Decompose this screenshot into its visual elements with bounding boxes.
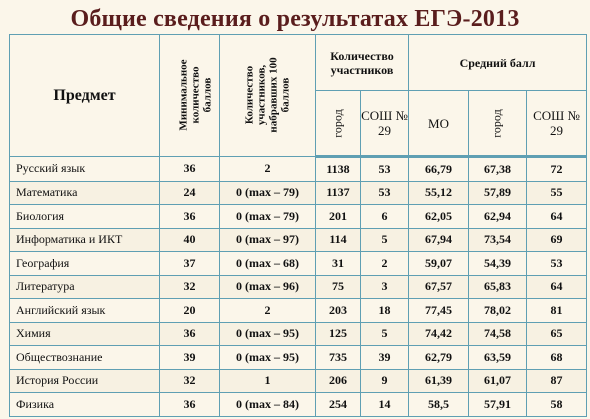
participants-school-cell: 39 xyxy=(361,346,409,370)
avg-mo-cell: 62,05 xyxy=(409,205,469,229)
avg-school-cell: 53 xyxy=(527,252,587,276)
participants-city-cell: 1138 xyxy=(316,157,361,182)
results-table xyxy=(9,34,587,417)
participants-city-cell: 75 xyxy=(316,275,361,299)
avg-city-cell: 54,39 xyxy=(469,252,527,276)
page-title: Общие сведения о результатах ЕГЭ-2013 xyxy=(70,6,520,32)
subject-cell: Биология xyxy=(10,205,160,229)
average-score-group-header: Средний балл xyxy=(409,35,587,91)
min-score-cell: 36 xyxy=(160,205,220,229)
participants-city-cell: 1137 xyxy=(316,181,361,205)
hundred-line-2: участников, xyxy=(255,64,268,125)
participants-city-header xyxy=(316,91,361,157)
avg-mo-cell: 58,5 xyxy=(409,393,469,417)
participants-city-label: город xyxy=(330,109,345,138)
avg-city-cell: 57,89 xyxy=(469,181,527,205)
hundred-cell: 0 (max – 97) xyxy=(220,228,316,252)
table-row xyxy=(10,393,587,417)
participants-school-cell: 6 xyxy=(361,205,409,229)
avg-city-cell: 62,94 xyxy=(469,205,527,229)
participants-school-cell: 53 xyxy=(361,181,409,205)
participants-city-cell: 125 xyxy=(316,322,361,346)
avg-school-cell: 81 xyxy=(527,299,587,323)
participants-city-cell: 206 xyxy=(316,369,361,393)
hundred-cell: 0 (max – 96) xyxy=(220,275,316,299)
table-row xyxy=(10,181,587,205)
hundred-cell: 0 (max – 79) xyxy=(220,205,316,229)
subject-cell: Физика xyxy=(10,393,160,417)
participants-city-cell: 735 xyxy=(316,346,361,370)
participants-school-cell: 14 xyxy=(361,393,409,417)
avg-school-cell: 58 xyxy=(527,393,587,417)
hundred-line-4: баллов xyxy=(279,77,292,112)
participants-school-cell: 53 xyxy=(361,157,409,182)
min-score-line-1: Минимальное xyxy=(177,58,190,131)
avg-mo-cell: 55,12 xyxy=(409,181,469,205)
min-score-cell: 36 xyxy=(160,322,220,346)
avg-mo-cell: 77,45 xyxy=(409,299,469,323)
subject-cell: Английский язык xyxy=(10,299,160,323)
avg-mo-header: МО xyxy=(409,91,469,157)
min-score-header-text xyxy=(178,59,214,130)
table-row xyxy=(10,299,587,323)
participants-school-cell: 3 xyxy=(361,275,409,299)
avg-city-cell: 63,59 xyxy=(469,346,527,370)
min-score-cell: 32 xyxy=(160,369,220,393)
avg-mo-cell: 61,39 xyxy=(409,369,469,393)
table-row xyxy=(10,205,587,229)
min-score-cell: 24 xyxy=(160,181,220,205)
hundred-cell: 0 (max – 79) xyxy=(220,181,316,205)
subject-cell: Математика xyxy=(10,181,160,205)
avg-city-cell: 73,54 xyxy=(469,228,527,252)
avg-city-cell: 61,07 xyxy=(469,369,527,393)
participants-school-cell: 5 xyxy=(361,322,409,346)
table-row xyxy=(10,228,587,252)
min-score-header xyxy=(160,35,220,157)
hundred-points-header xyxy=(220,35,316,157)
min-score-line-3: баллов xyxy=(201,77,214,112)
table-row xyxy=(10,369,587,393)
hundred-cell: 2 xyxy=(220,157,316,182)
avg-city-cell: 57,91 xyxy=(469,393,527,417)
subject-cell: Обществознание xyxy=(10,346,160,370)
hundred-line-3: набравших 100 xyxy=(267,56,280,133)
avg-school-cell: 64 xyxy=(527,205,587,229)
hundred-cell: 0 (max – 95) xyxy=(220,322,316,346)
subject-cell: География xyxy=(10,252,160,276)
avg-school-cell: 65 xyxy=(527,322,587,346)
avg-school-cell: 87 xyxy=(527,369,587,393)
participants-school-cell: 18 xyxy=(361,299,409,323)
min-score-cell: 40 xyxy=(160,228,220,252)
avg-school-cell: 55 xyxy=(527,181,587,205)
min-score-cell: 36 xyxy=(160,393,220,417)
table-row xyxy=(10,157,587,182)
min-score-line-2: количество xyxy=(189,66,202,123)
avg-mo-cell: 62,79 xyxy=(409,346,469,370)
avg-school-cell: 69 xyxy=(527,228,587,252)
table-row xyxy=(10,275,587,299)
table-row xyxy=(10,346,587,370)
subject-cell: Информатика и ИКТ xyxy=(10,228,160,252)
subject-header: Предмет xyxy=(10,35,160,157)
hundred-cell: 1 xyxy=(220,369,316,393)
avg-school-cell: 64 xyxy=(527,275,587,299)
hundred-cell: 0 (max – 84) xyxy=(220,393,316,417)
participants-school-cell: 9 xyxy=(361,369,409,393)
hundred-line-1: Количество xyxy=(243,65,256,124)
min-score-cell: 20 xyxy=(160,299,220,323)
participants-city-cell: 31 xyxy=(316,252,361,276)
subject-cell: Химия xyxy=(10,322,160,346)
avg-school-cell: 68 xyxy=(527,346,587,370)
participants-city-cell: 201 xyxy=(316,205,361,229)
avg-city-cell: 78,02 xyxy=(469,299,527,323)
hundred-cell: 0 (max – 68) xyxy=(220,252,316,276)
avg-school-cell: 72 xyxy=(527,157,587,182)
min-score-cell: 32 xyxy=(160,275,220,299)
subject-cell: История России xyxy=(10,369,160,393)
participants-school-header: СОШ № 29 xyxy=(361,91,409,157)
subject-cell: Литература xyxy=(10,275,160,299)
participants-school-cell: 5 xyxy=(361,228,409,252)
table-row xyxy=(10,252,587,276)
participants-city-cell: 203 xyxy=(316,299,361,323)
avg-city-cell: 74,58 xyxy=(469,322,527,346)
hundred-cell: 0 (max – 95) xyxy=(220,346,316,370)
avg-mo-cell: 59,07 xyxy=(409,252,469,276)
avg-mo-cell: 74,42 xyxy=(409,322,469,346)
avg-city-label: город xyxy=(489,109,504,138)
avg-mo-cell: 67,94 xyxy=(409,228,469,252)
avg-school-header: СОШ № 29 xyxy=(527,91,587,157)
min-score-cell: 36 xyxy=(160,157,220,182)
hundred-cell: 2 xyxy=(220,299,316,323)
min-score-cell: 37 xyxy=(160,252,220,276)
min-score-cell: 39 xyxy=(160,346,220,370)
participants-city-cell: 254 xyxy=(316,393,361,417)
results-body xyxy=(10,157,587,417)
avg-city-cell: 67,38 xyxy=(469,157,527,182)
avg-mo-cell: 66,79 xyxy=(409,157,469,182)
participants-group-header: Количество участников xyxy=(316,35,409,91)
participants-school-cell: 2 xyxy=(361,252,409,276)
participants-city-cell: 114 xyxy=(316,228,361,252)
avg-mo-cell: 67,57 xyxy=(409,275,469,299)
hundred-points-header-text xyxy=(244,57,292,132)
avg-city-header xyxy=(469,91,527,157)
table-row xyxy=(10,322,587,346)
avg-city-cell: 65,83 xyxy=(469,275,527,299)
subject-cell: Русский язык xyxy=(10,157,160,182)
